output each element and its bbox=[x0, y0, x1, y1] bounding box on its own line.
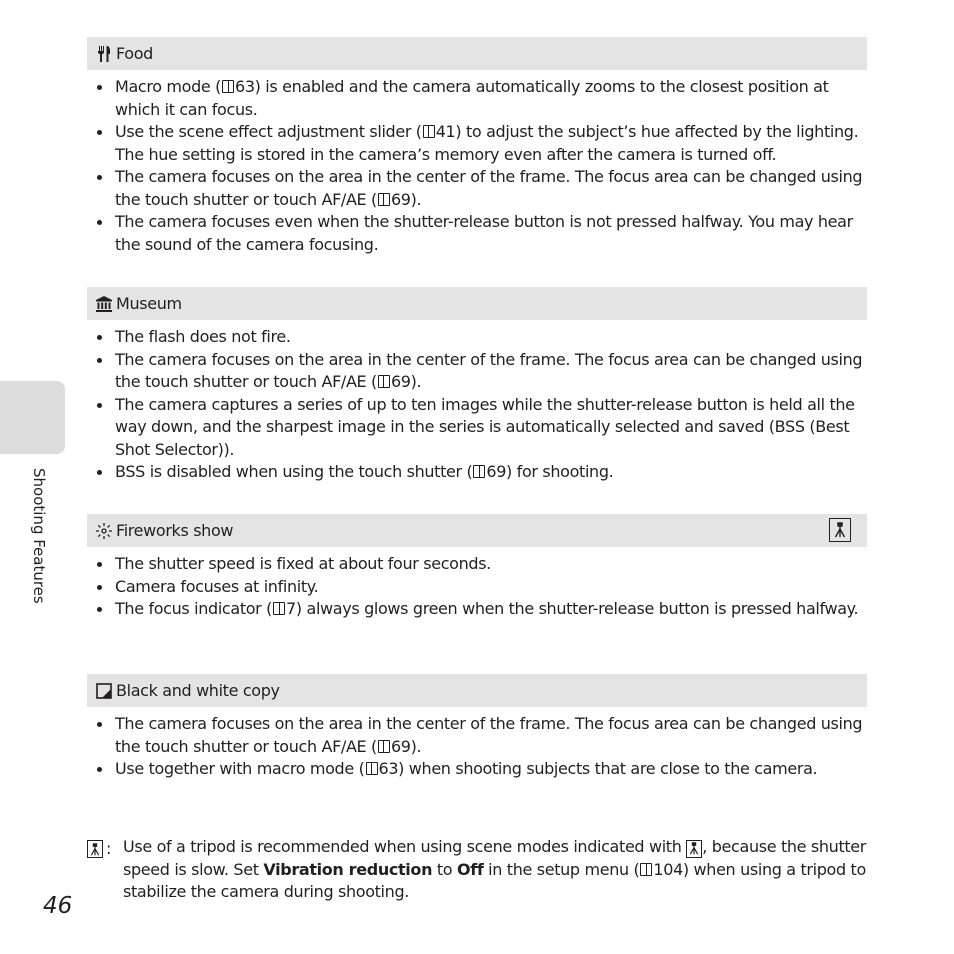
chapter-label: Shooting Features bbox=[30, 468, 48, 604]
list-item: BSS is disabled when using the touch shutter ( 69) for shooting. bbox=[87, 461, 867, 484]
setting-name: Vibration reduction bbox=[263, 859, 433, 879]
reference-icon bbox=[473, 465, 485, 478]
reference-icon bbox=[640, 863, 652, 876]
reference-icon bbox=[378, 740, 390, 753]
section-museum bbox=[87, 287, 867, 484]
list-item: Use together with macro mode ( 63) when shooting subjects that are close to the camera. bbox=[87, 758, 867, 781]
reference-icon bbox=[423, 125, 435, 138]
museum-icon bbox=[96, 295, 112, 313]
section-food bbox=[87, 37, 867, 256]
list-item: The shutter speed is fixed at about four seconds. bbox=[87, 553, 867, 576]
section-title: Museum bbox=[116, 294, 182, 313]
setting-value: Off bbox=[456, 859, 484, 879]
tripod-note bbox=[87, 836, 877, 904]
bullet-list bbox=[87, 553, 867, 621]
list-item: The focus indicator ( 7) always glows green when the shutter-release button is pressed halfway. bbox=[87, 598, 867, 621]
list-item: The camera focuses on the area in the center of the frame. The focus area can be changed using the touch shutter or touch AF/AE ( 69). bbox=[87, 349, 867, 394]
list-item: The flash does not fire. bbox=[87, 326, 867, 349]
section-bw-copy bbox=[87, 674, 867, 781]
bullet-list bbox=[87, 76, 867, 256]
chapter-tab bbox=[0, 381, 65, 454]
section-header bbox=[87, 514, 867, 547]
section-header bbox=[87, 37, 867, 70]
section-header bbox=[87, 287, 867, 320]
section-header bbox=[87, 674, 867, 707]
list-item: Macro mode ( 63) is enabled and the camera automatically zooms to the closest position at which it can focus. bbox=[87, 76, 867, 121]
note-text: Use of a tripod is recommended when using scene modes indicated with , because the shutter speed is slow. Set Vibration reduction to Off in the setup menu ( 104) when using a tripod to stabilize the camera during shooting. bbox=[123, 837, 867, 901]
reference-icon bbox=[378, 193, 390, 206]
section-title: Fireworks show bbox=[116, 521, 234, 540]
list-item: The camera focuses on the area in the center of the frame. The focus area can be changed using the touch shutter or touch AF/AE ( 69). bbox=[87, 166, 867, 211]
reference-icon bbox=[366, 762, 378, 775]
tripod-icon bbox=[686, 840, 702, 858]
tripod-icon bbox=[87, 840, 103, 858]
bullet-list bbox=[87, 713, 867, 781]
reference-icon bbox=[378, 375, 390, 388]
list-item: Use the scene effect adjustment slider ( 41) to adjust the subject’s hue affected by the lighting. The hue setting is stored in the camera’s memory even after the camera is turned off. bbox=[87, 121, 867, 166]
page-number: 46 bbox=[43, 893, 73, 919]
section-fireworks bbox=[87, 514, 867, 621]
list-item: Camera focuses at infinity. bbox=[87, 576, 867, 599]
note-marker: : bbox=[87, 838, 111, 861]
reference-icon bbox=[222, 80, 234, 93]
reference-icon bbox=[273, 602, 285, 615]
list-item: The camera focuses even when the shutter-release button is not pressed halfway. You may hear the sound of the camera focusing. bbox=[87, 211, 867, 256]
section-title: Food bbox=[116, 44, 153, 63]
list-item: The camera focuses on the area in the center of the frame. The focus area can be changed using the touch shutter or touch AF/AE ( 69). bbox=[87, 713, 867, 758]
tripod-icon bbox=[829, 518, 851, 542]
bullet-list bbox=[87, 326, 867, 484]
fireworks-icon bbox=[96, 522, 112, 540]
copy-icon bbox=[96, 682, 112, 700]
food-icon bbox=[96, 45, 112, 63]
section-title: Black and white copy bbox=[116, 681, 280, 700]
list-item: The camera captures a series of up to ten images while the shutter-release button is held all the way down, and the sharpest image in the series is automatically selected and saved (BSS (Best Shot Selector)). bbox=[87, 394, 867, 462]
